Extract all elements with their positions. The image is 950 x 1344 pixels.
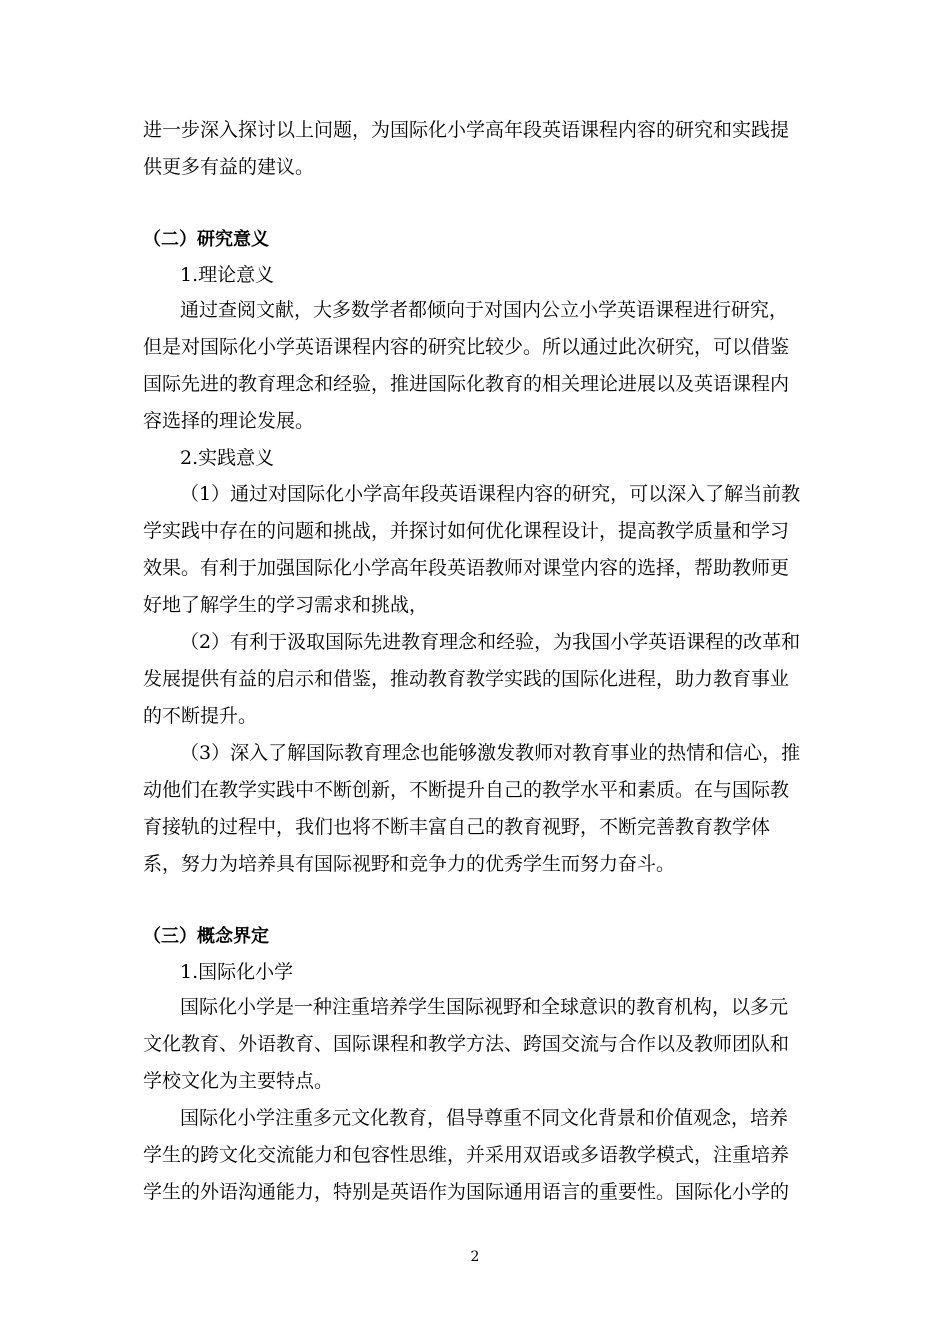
body-text-line: 但是对国际化小学英语课程内容的研究比较少。所以通过此次研究，可以借鉴 — [143, 336, 790, 358]
body-text-line: 动他们在教学实践中不断创新，不断提升自己的教学水平和素质。在与国际教 — [143, 779, 790, 801]
body-text-line: 进一步深入探讨以上问题，为国际化小学高年段英语课程内容的研究和实践提 — [143, 119, 790, 141]
body-text-line: 学生的跨文化交流能力和包容性思维，并采用双语或多语教学模式，注重培养 — [143, 1144, 790, 1166]
body-text-line: 国际化小学注重多元文化教育，倡导尊重不同文化背景和价值观念，培养 — [180, 1107, 789, 1129]
body-text-line: 学生的外语沟通能力，特别是英语作为国际通用语言的重要性。国际化小学的 — [143, 1181, 790, 1203]
body-text-line: 的不断提升。 — [143, 705, 258, 727]
subsection-heading-international-primary-school: 1.国际化小学 — [180, 961, 294, 983]
body-text-line: 育接轨的过程中，我们也将不断丰富自己的教育视野，不断完善教育教学体 — [143, 816, 771, 838]
body-text-line: （3）深入了解国际教育理念也能够激发教师对教育事业的热情和信心，推 — [180, 742, 801, 764]
body-text-line: 容选择的理论发展。 — [143, 410, 315, 432]
section-heading-concept-definition: （三）概念界定 — [143, 926, 269, 947]
body-text-line: 供更多有益的建议。 — [143, 156, 315, 178]
body-text-line: 效果。有利于加强国际化小学高年段英语教师对课堂内容的选择，帮助教师更 — [143, 557, 790, 579]
body-text-line: 国际先进的教育理念和经验，推进国际化教育的相关理论进展以及英语课程内 — [143, 373, 790, 395]
body-text-line: 通过查阅文献，大多数学者都倾向于对国内公立小学英语课程进行研究， — [180, 299, 789, 321]
page-number: 2 — [470, 1249, 480, 1265]
body-text-line: 国际化小学是一种注重培养学生国际视野和全球意识的教育机构，以多元 — [180, 996, 789, 1018]
subsection-heading-practical-significance: 2.实践意义 — [180, 447, 275, 469]
section-heading-research-significance: （二）研究意义 — [143, 229, 269, 250]
body-text-line: 系，努力为培养具有国际视野和竞争力的优秀学生而努力奋斗。 — [143, 853, 676, 875]
body-text-line: （1）通过对国际化小学高年段英语课程内容的研究，可以深入了解当前教 — [180, 483, 801, 505]
body-text-line: 好地了解学生的学习需求和挑战， — [143, 594, 429, 616]
body-text-line: （2）有利于汲取国际先进教育理念和经验，为我国小学英语课程的改革和 — [180, 631, 801, 653]
subsection-heading-theoretical-significance: 1.理论意义 — [180, 264, 275, 286]
body-text-line: 学实践中存在的问题和挑战，并探讨如何优化课程设计，提高教学质量和学习 — [143, 520, 790, 542]
body-text-line: 发展提供有益的启示和借鉴，推动教育教学实践的国际化进程，助力教育事业 — [143, 668, 790, 690]
body-text-line: 学校文化为主要特点。 — [143, 1070, 334, 1092]
body-text-line: 文化教育、外语教育、国际课程和教学方法、跨国交流与合作以及教师团队和 — [143, 1033, 790, 1055]
